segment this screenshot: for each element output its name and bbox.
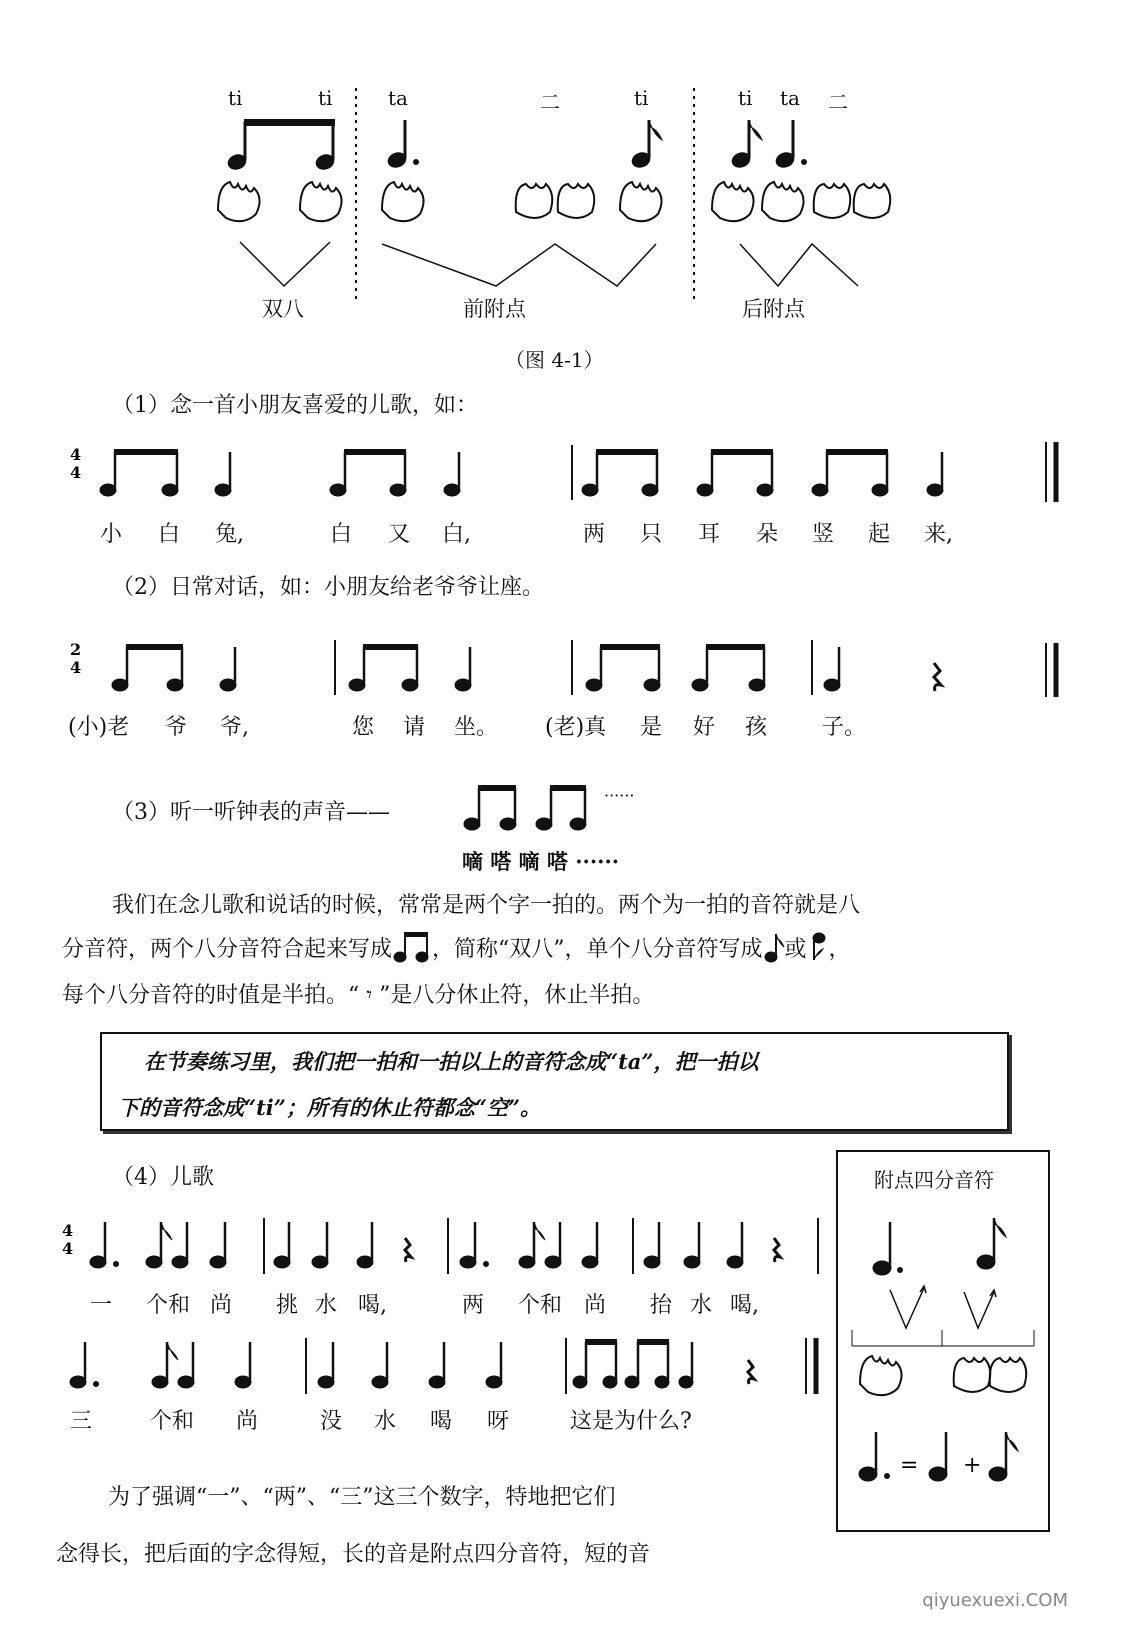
sidebar-diagram [838,1212,1048,1522]
lyric: 喝, [730,1293,759,1318]
lyric: 爷, [220,715,249,740]
label-back-dotted: 后附点 [742,297,805,321]
lyric: 子。 [822,715,867,740]
tap-arrows [890,1286,996,1328]
quarter-note [318,1342,334,1388]
eighth-note-down-icon [807,930,829,964]
lyric: 水 [690,1293,713,1318]
time-signature-numerator: 4 [62,1221,74,1240]
double-eighth-note [226,119,336,172]
quarter-note [210,1222,226,1268]
lyric: 兔, [215,522,244,547]
quarter-note [172,1222,188,1268]
paragraph2-line1: 为了强调“一”、“两”、“三”这三个数字，特地把它们 [108,1485,616,1510]
item4-heading: （4）儿歌 [112,1165,214,1190]
time-signature-denominator: 4 [62,1239,74,1258]
lyric: 又 [388,522,411,547]
item1-staff [0,430,1138,510]
quarter-note [545,1222,561,1268]
quarter-note [444,452,460,496]
syllable-ta: ta [780,86,800,110]
clock-rhythm-notes [460,780,600,835]
lyric: 是 [640,715,663,740]
note-box-line1: 在节奏练习里，我们把一拍和一拍以上的音符念成“ta”，把一拍以 [144,1049,759,1074]
lyric: 个和 [150,1409,195,1434]
item4-staff-line2 [0,1330,830,1402]
quarter-note [312,1222,328,1268]
watermark: qiyuexuexi.COM [922,1590,1068,1611]
lyric: 三 [70,1409,93,1434]
syllable-ti: ti [228,86,243,110]
quarter-note [215,452,231,496]
eighth-note [977,1218,1006,1269]
lyric: 个和 [146,1293,191,1318]
lyric: 朵 [756,522,779,547]
lyric: 竖 [812,522,835,547]
note-box-line2: 下的音符念成“ti”；所有的休止符都念“空”。 [118,1095,541,1120]
syllable-ti: ti [318,86,333,110]
paragraph2-line2: 念得长，把后面的字念得短，长的音是附点四分音符，短的音 [56,1542,651,1567]
time-signature-denominator: 4 [70,658,82,677]
syllable-ta: ta [388,86,408,110]
quarter-rest [774,1238,780,1262]
double-eighth-note [812,449,888,496]
quarter-note [824,647,840,691]
divider-lines [852,1330,1034,1346]
item2-heading: （2）日常对话，如：小朋友给老爷爷让座。 [112,575,544,600]
dotted-quarter-sidebar [836,1150,1050,1532]
double-eighth-note [586,644,660,691]
lyric: 抬 [650,1293,673,1318]
eighth-note [152,1342,178,1388]
time-signature-numerator: 2 [70,640,82,659]
eighth-note-up-icon [763,930,785,964]
quarter-note [455,647,471,691]
paragraph1-line2 [62,930,851,964]
item1-heading: （1）念一首小朋友喜爱的儿歌，如： [112,393,478,418]
lyric: 挑 [276,1293,299,1318]
lyric: 小 [100,522,123,547]
lyric: 两 [462,1293,485,1318]
double-eighth-note [112,644,183,691]
continuation-dots: ······ [604,786,635,805]
plus-sign: + [963,1453,982,1478]
quarter-note [429,1342,445,1388]
double-eighth-icon [392,930,432,964]
syllable-ti: ti [634,86,649,110]
dotted-quarter-note [460,1222,489,1268]
figure-notation [0,0,1138,330]
time-signature-denominator: 4 [70,463,82,482]
lyric: 尚 [584,1293,607,1318]
double-eighth-note [100,449,178,496]
final-bar-line [806,1338,816,1394]
lyric: 来, [924,522,953,547]
quarter-note [486,1342,502,1388]
paragraph1-text: ， [828,936,851,962]
note-box [100,1032,1009,1131]
clap-hands-icon [218,182,890,221]
lyric: 水 [374,1409,397,1434]
lyric: 没 [320,1409,343,1434]
quarter-note [274,1222,290,1268]
lyric: 这是为什么? [570,1409,692,1434]
quarter-note [582,1222,598,1268]
lyric: 呀 [487,1409,510,1434]
lyric: 一 [90,1293,113,1318]
lyric: (老)真 [545,715,607,740]
double-eighth-note [692,644,765,691]
syllable-dash: 二 [540,90,560,114]
paragraph1-text: ，简称“双八”，单个八分音符写成 [432,936,763,962]
lyric: 白 [158,522,181,547]
lyric: 只 [640,522,663,547]
dotted-quarter-note [873,1222,903,1275]
double-eighth-note [582,449,658,496]
quarter-rest [405,1238,411,1262]
dotted-quarter-note [70,1342,99,1388]
double-eighth-note [697,449,773,496]
eighth-note [730,120,762,170]
quarter-note [727,1222,743,1268]
double-eighth-note [573,1339,617,1388]
lyric: 喝 [430,1409,453,1434]
lyric: 好 [693,715,716,740]
paragraph1-line3: 每个八分音符的时值是半拍。“ 𝄾 ”是八分休止符，休止半拍。 [62,983,655,1008]
sidebar-title: 附点四分音符 [874,1168,994,1192]
lyric: 起 [868,522,891,547]
double-eighth-note [349,644,418,691]
lyric: 水 [315,1293,338,1318]
lyric: 请 [403,715,426,740]
paragraph1-text: 或 [784,936,807,962]
final-bar-line [1046,442,1056,502]
quarter-note [684,1222,700,1268]
quarter-note [235,1342,251,1388]
eighth-note [630,120,662,170]
lyric: 耳 [698,522,721,547]
eighth-note [146,1222,172,1268]
eighth-note [519,1222,545,1268]
lyric: 爷 [165,715,188,740]
lyric: 坐。 [454,715,499,740]
label-double-eighth: 双八 [262,297,304,321]
clap-hands-icon [860,1356,1026,1395]
quarter-note [178,1342,194,1388]
quarter-note [679,1342,693,1388]
lyric: 白, [442,522,471,547]
quarter-note [220,647,236,691]
final-bar-line [1046,643,1056,697]
lyric: 尚 [210,1293,233,1318]
dotted-quarter-note [90,1222,119,1268]
quarter-note [929,1432,947,1481]
lyric: 白 [330,522,353,547]
lyric: 尚 [236,1409,259,1434]
paragraph1-line1: 我们在念儿歌和说话的时候，常常是两个字一拍的。两个为一拍的音符就是八 [112,893,861,918]
item4-staff-line1 [0,1208,830,1283]
quarter-rest [934,663,941,691]
double-eighth-note [464,785,516,830]
syllable-ti: ti [738,86,753,110]
lyric: 喝, [358,1293,387,1318]
dotted-quarter-note [386,120,418,170]
quarter-note [357,1222,373,1268]
equals-sign: = [900,1453,919,1478]
item2-staff [0,625,1138,705]
quarter-note [644,1222,660,1268]
lyric: 两 [583,522,606,547]
label-front-dotted: 前附点 [463,297,526,321]
lyric: 个和 [518,1293,563,1318]
paragraph1-text: 分音符，两个八分音符合起来写成 [62,936,393,962]
syllable-dash: 二 [828,90,848,114]
lyric: (小)老 [68,715,130,740]
double-eighth-note [625,1339,669,1388]
item3-lyrics: 嘀 嗒 嘀 嗒 ······ [462,849,620,874]
eighth-note [989,1432,1018,1481]
figure-caption: （图 4-1） [505,348,604,372]
quarter-rest [748,1360,754,1384]
dotted-quarter-note [859,1432,890,1481]
quarter-note [927,452,943,496]
double-eighth-note [330,449,406,496]
quarter-note [372,1342,388,1388]
double-eighth-note [536,785,586,830]
lyric: 孩 [745,715,768,740]
dotted-quarter-note [774,120,806,170]
item3-heading: （3）听一听钟表的声音—— [112,800,390,825]
lyric: 您 [352,715,375,740]
time-signature-numerator: 4 [70,445,82,464]
